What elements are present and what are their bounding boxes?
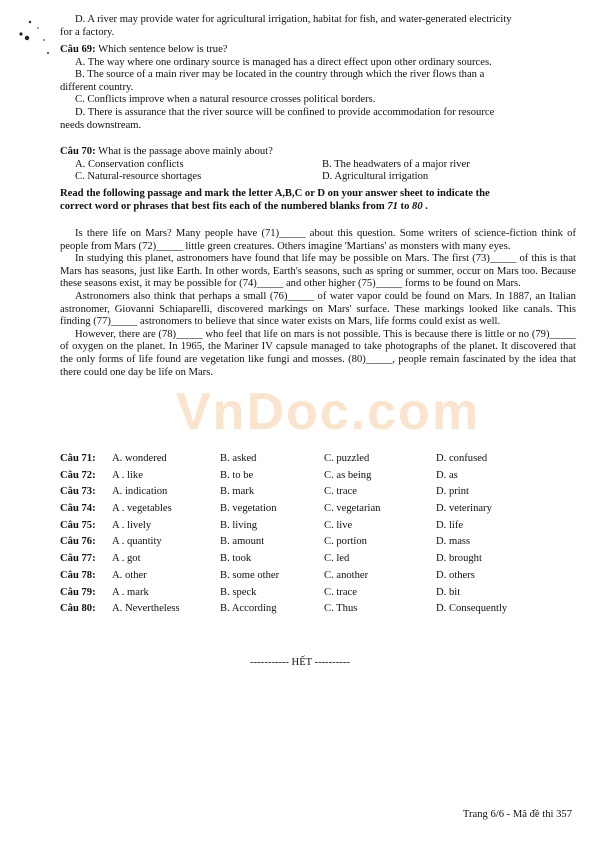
q68-option-d: D. A river may provide water for agricultural irrigation, habitat for fish, and water-generated electricity <box>75 14 512 25</box>
paragraph-2: In studying this planet, astronomers have found that life may be possible on Mars. The first (73)_____ of this is that Mars has seasons, just like Earth. In other words, Earth's seasons, such as spring or summer, occur on Mars too. Because these seasons exist, it may be possible for (74)_____ and other higher (75)_____ forms to be found on Mars. <box>60 253 576 290</box>
q70-option-a: A. Conservation conflicts <box>75 158 184 170</box>
answer-row-77: Câu 77: A . got B. took C. led D. brought <box>60 553 482 565</box>
q70-text: What is the passage above mainly about? <box>98 146 273 157</box>
q69-option-c: C. Conflicts improve when a natural resource crosses political borders. <box>75 94 376 106</box>
q69-option-b: B. The source of a main river may be located in the country through which the river flows than a <box>75 69 485 81</box>
q70-option-c: C. Natural-resource shortages <box>75 171 202 183</box>
scan-speckle-marks <box>14 14 54 54</box>
answer-row-74: Câu 74: A . vegetables B. vegetation C. vegetarian D. veterinary <box>60 503 492 515</box>
q70-label: Câu 70: <box>60 146 96 157</box>
watermark: VnDoc.com <box>176 383 481 441</box>
question-68-tail <box>60 14 576 39</box>
answer-row-73: Câu 73: A. indication B. mark C. trace D. print <box>60 486 469 498</box>
paragraph-1: Is there life on Mars? Many people have (71)_____ about this question. Some writers of science-fiction think of people from Mars (72)_____ little green creatures. Others imagine 'Martians' as monsters with many eyes. <box>60 228 576 252</box>
q70-option-b: B. The headwaters of a major river <box>322 158 470 170</box>
answer-row-76: Câu 76: A . quantity B. amount C. portion D. mass <box>60 536 471 548</box>
answer-row-80: Câu 80: A. Nevertheless B. According C. Thus D. Consequently <box>60 603 508 615</box>
paragraph-4: However, there are (78)_____ who feel that life on mars is not possible. This is because there is little or no (79)_____ of oxygen on the planet. In 1965, the Mariner IV capsule managed to take photographs of the planet. It discovered that the only forms of life found are vegetation like fungi and mosses. (80)_____, people remain fascinated by the idea that there could one day be life on Mars. <box>60 328 577 378</box>
answer-row-71: Câu 71: A. wondered B. asked C. puzzled D. confused <box>60 453 488 464</box>
q69-option-d-cont: needs downstream. <box>60 119 142 131</box>
answer-row-75: Câu 75: A . lively B. living C. live D. life <box>60 519 464 531</box>
q69-text: Which sentence below is true? <box>98 44 228 55</box>
page-footer: Trang 6/6 - Mã đề thi 357 <box>462 809 572 820</box>
reading-passage <box>60 228 576 379</box>
q68-option-d-cont: for a factory. <box>60 26 115 38</box>
q69-option-b-cont: different country. <box>60 81 134 93</box>
answer-options-table <box>60 453 546 620</box>
instruction: Read the following passage and mark the letter A,B,C or D on your answer sheet to indicate the correct word or phrases that best fits each of the numbered blanks from 71 to 80 . <box>60 188 490 212</box>
question-69 <box>60 44 576 132</box>
q69-label: Câu 69: <box>60 44 96 55</box>
end-marker: ----------- HẾT ---------- <box>250 657 350 668</box>
q70-option-d: D. Agricultural irrigation <box>322 171 429 183</box>
question-70 <box>60 146 576 184</box>
answer-row-79: Câu 79: A . mark B. speck C. trace D. bit <box>60 586 461 598</box>
answer-row-72: Câu 72: A . like B. to be C. as being D. as <box>60 469 458 481</box>
q69-option-a: A. The way where one ordinary source is managed has a direct effect upon other ordinary sources. <box>75 56 492 68</box>
answer-row-78: Câu 78: A. other B. some other C. another D. others <box>60 569 475 581</box>
paragraph-3: Astronomers also think that perhaps a small (76)_____ of water vapor could be found on Mars. In 1887, an Italian astronomer, Giovanni Schiaparelli, discovered markings on Mars' surface. These markings looked like canals. This finding (77)_____ astronomers to believe that since water exists on Mars, life forms could exist as well. <box>60 290 577 328</box>
q69-option-d: D. There is assurance that the river source will be confined to provide accommodation for resource <box>75 106 495 118</box>
